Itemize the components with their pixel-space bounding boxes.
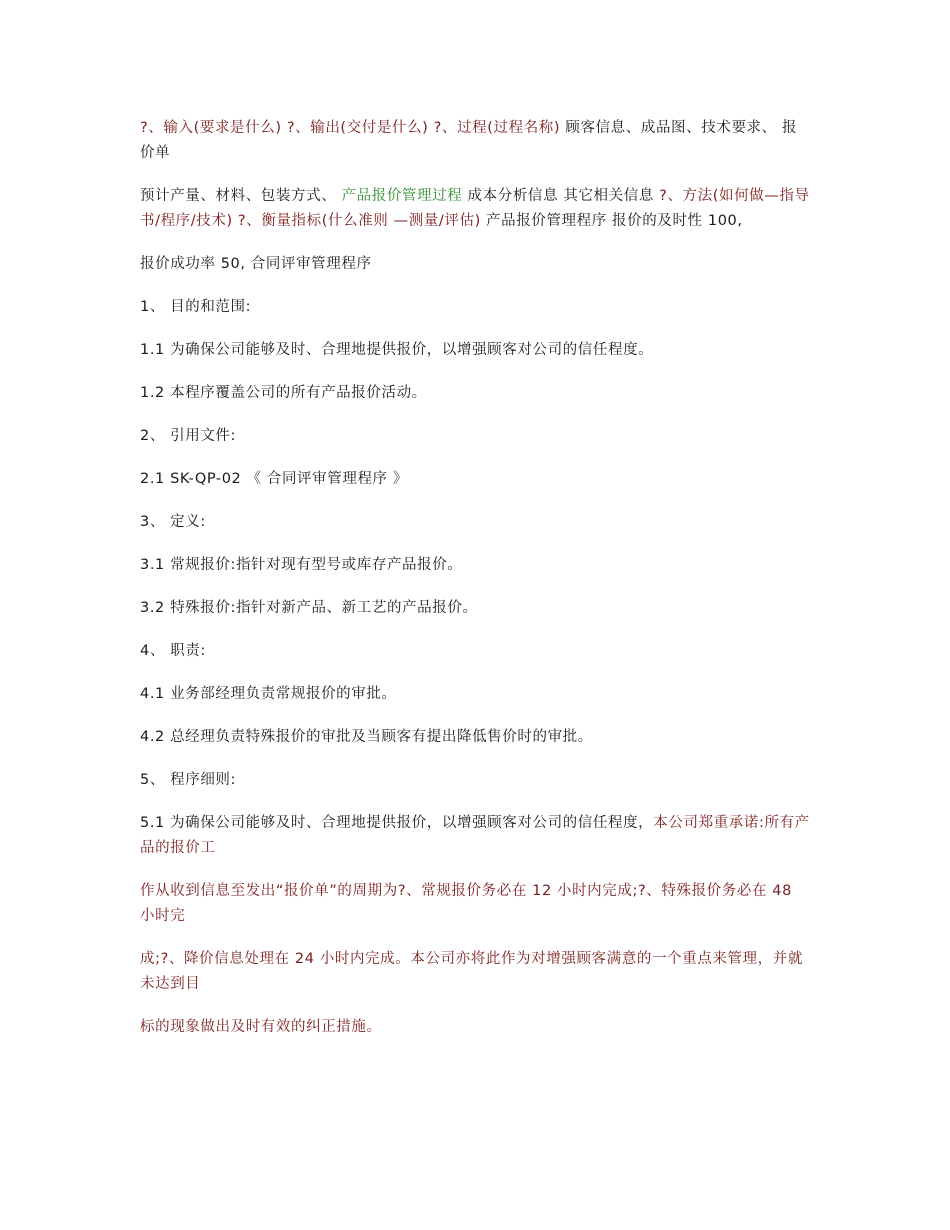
- paragraph-3-1: [140, 553, 812, 578]
- text-segment-process-name: 产品报价管理过程: [341, 188, 463, 204]
- section-heading-references: [140, 424, 812, 449]
- text-segment: 成本分析信息 其它相关信息: [462, 188, 660, 204]
- paragraph-5-1: [140, 811, 812, 861]
- paragraph-3-2: [140, 596, 812, 621]
- paragraph-4-2: [140, 725, 812, 750]
- text-segment: 1.1 为确保公司能够及时、合理地提供报价，以增强顾客对公司的信任程度。: [140, 342, 654, 358]
- paragraph-ipo-content: [140, 184, 812, 234]
- text-segment: 2、 引用文件:: [140, 428, 237, 444]
- text-segment: ?、方法(如何做—指导书/程序/技术) ?、衡量指标(什么准则 —测量/评估): [140, 188, 810, 229]
- text-segment: 1、 目的和范围:: [140, 299, 252, 315]
- text-segment: 预计产量、材料、包装方式、: [140, 188, 342, 204]
- text-segment: 产品报价管理程序 报价的及时性 100,: [480, 213, 743, 229]
- text-segment: 报价成功率 50, 合同评审管理程序: [140, 256, 372, 272]
- text-segment: 顾客信息、成品图、技术要求、 报价单: [140, 120, 798, 161]
- text-segment-commitment: 本公司郑重承诺:所有产品的报价工: [140, 815, 810, 856]
- paragraph-5-1-cont-a: [140, 879, 812, 929]
- text-segment: ?、输入(要求是什么) ?、输出(交付是什么) ?、过程(过程名称): [140, 120, 566, 136]
- section-heading-definitions: [140, 510, 812, 535]
- text-segment: 3、 定义:: [140, 514, 206, 530]
- paragraph-2-1: [140, 467, 812, 492]
- paragraph-1-1: [140, 338, 812, 363]
- text-segment: 5.1 为确保公司能够及时、合理地提供报价，以增强顾客对公司的信任程度，: [140, 815, 654, 831]
- paragraph-4-1: [140, 682, 812, 707]
- text-segment: 5、 程序细则:: [140, 772, 237, 788]
- text-segment: 1.2 本程序覆盖公司的所有产品报价活动。: [140, 385, 427, 401]
- text-segment: 3.1 常规报价:指针对现有型号或库存产品报价。: [140, 557, 463, 573]
- section-heading-responsibilities: [140, 639, 812, 664]
- text-segment: 成;?、降价信息处理在 24 小时内完成。本公司亦将此作为对增强顾客满意的一个重点来管理，并就未达到目: [140, 951, 803, 992]
- text-segment: 4.1 业务部经理负责常规报价的审批。: [140, 686, 397, 702]
- paragraph-5-1-cont-b: [140, 947, 812, 997]
- paragraph-metrics: [140, 252, 812, 277]
- section-heading-purpose: [140, 295, 812, 320]
- document-page: [140, 116, 812, 1058]
- text-segment: 标的现象做出及时有效的纠正措施。: [140, 1019, 382, 1035]
- text-segment: 4、 职责:: [140, 643, 206, 659]
- text-segment: 3.2 特殊报价:指针对新产品、新工艺的产品报价。: [140, 600, 478, 616]
- section-heading-procedure: [140, 768, 812, 793]
- text-segment: 作从收到信息至发出“报价单”的周期为?、常规报价务必在 12 小时内完成;?、特殊报价务必在 48 小时完: [140, 883, 792, 924]
- text-segment: 4.2 总经理负责特殊报价的审批及当顾客有提出降低售价时的审批。: [140, 729, 593, 745]
- text-segment: 2.1 SK-QP-02 《 合同评审管理程序 》: [140, 471, 408, 487]
- paragraph-1-2: [140, 381, 812, 406]
- paragraph-ipo-header: [140, 116, 812, 166]
- paragraph-5-1-cont-c: [140, 1015, 812, 1040]
